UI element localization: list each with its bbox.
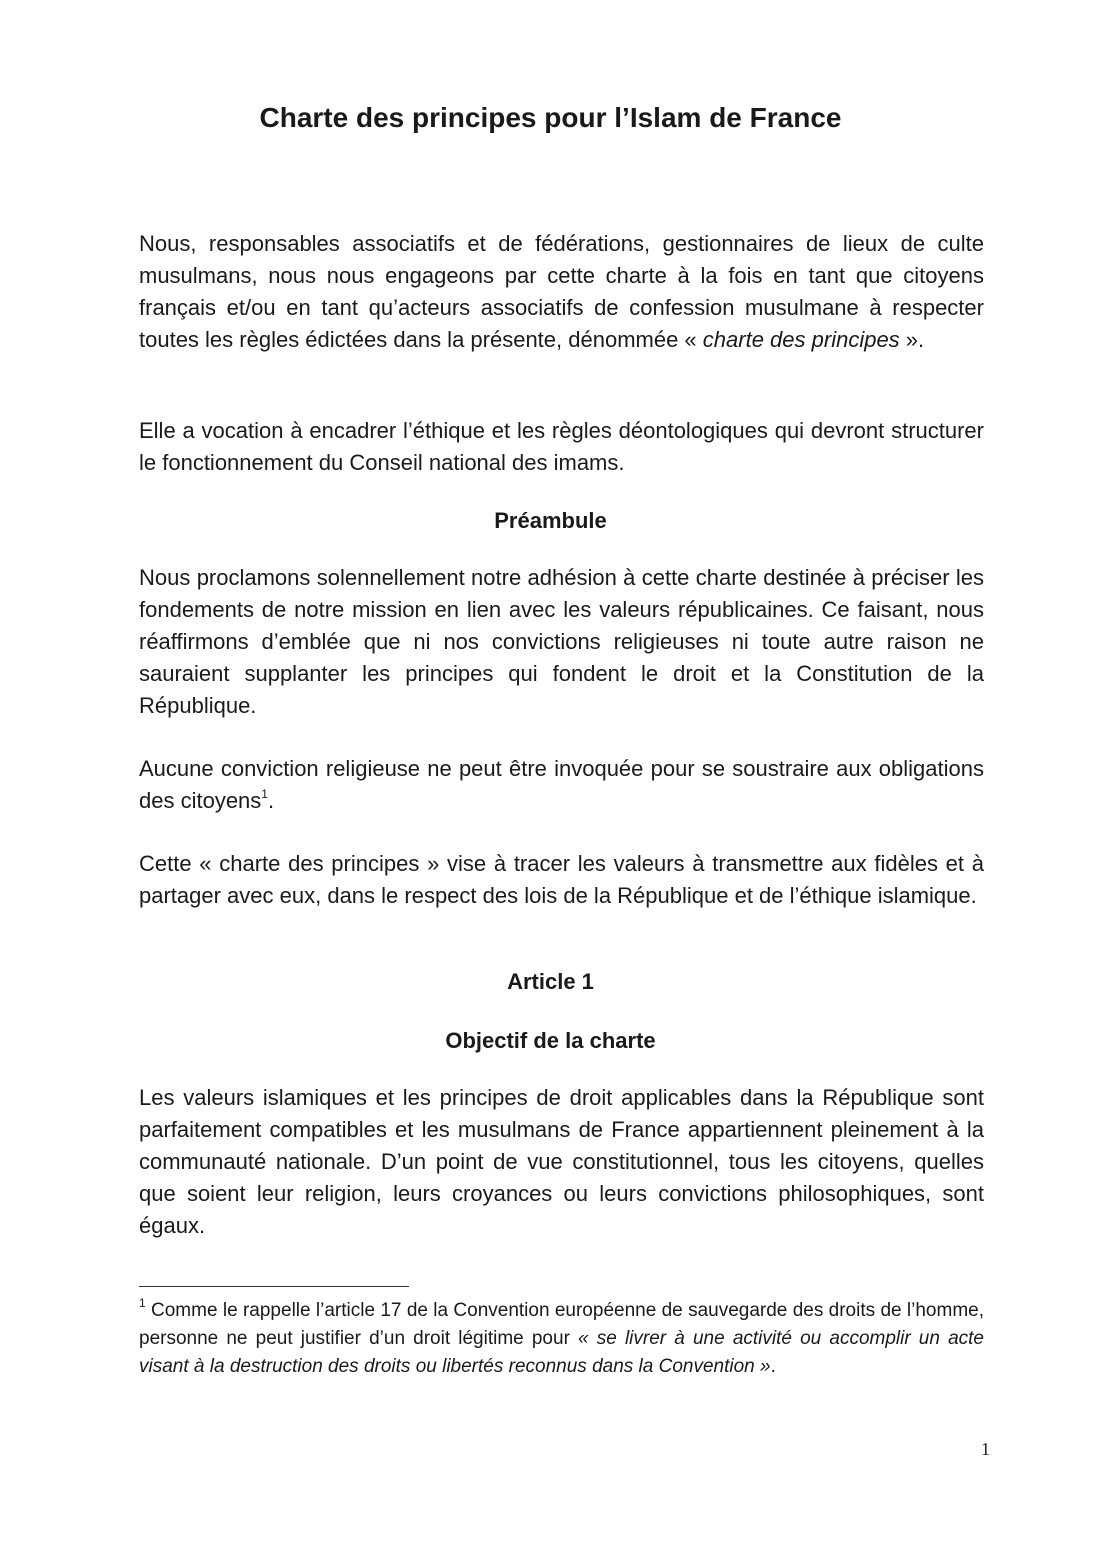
article-1-paragraph-1: Les valeurs islamiques et les principes de droit applicables dans la République sont parfaitement compatibles et les musulmans de France appartiennent pleinement à la communauté nationale. D’un point de vue constitutionnel, tous les citoyens, quelles que soient leur religion, leurs croyances ou leurs convictions philosophiques, sont égaux. — [139, 1085, 984, 1238]
document-title: Charte des principes pour l’Islam de France — [259, 102, 842, 133]
intro-paragraph-1-end: ». — [899, 327, 925, 352]
article-1-subheading: Objectif de la charte — [445, 1028, 656, 1053]
footnote-1 — [139, 1297, 984, 1381]
article-1-heading: Article 1 — [507, 969, 594, 994]
preamble-paragraph-2-end: . — [267, 788, 275, 813]
footnote-text: Comme le rappelle l’article 17 de la Convention européenne de sauvegarde des droits de l’homme, personne ne peut justifier d’un droit légitime pour — [139, 1300, 984, 1349]
preamble-paragraph-3: Cette « charte des principes » vise à tracer les valeurs à transmettre aux fidèles et à partager avec eux, dans le respect des lois de la République et de l’éthique islamique. — [139, 851, 984, 908]
page-number: 1 — [981, 1439, 990, 1459]
footnote-quote: « se livrer à une activité ou accomplir un acte visant à la destruction des droits ou libertés reconnus dans la Convention » — [139, 1328, 984, 1377]
footnote-end: . — [770, 1356, 776, 1377]
intro-paragraph-1-italic: charte des principes — [702, 327, 900, 352]
intro-paragraph-1 — [139, 228, 984, 356]
preamble-heading: Préambule — [494, 508, 607, 533]
intro-paragraph-2: Elle a vocation à encadrer l’éthique et les règles déontologiques qui devront structurer le fonctionnement du Conseil national des imams. — [139, 418, 984, 475]
preamble-paragraph-2 — [139, 753, 984, 817]
preamble-paragraph-2-text: Aucune conviction religieuse ne peut être invoquée pour se soustraire aux obligations des citoyens — [139, 756, 984, 813]
preamble-paragraph-1: Nous proclamons solennellement notre adhésion à cette charte destinée à préciser les fondements de notre mission en lien avec les valeurs républicaines. Ce faisant, nous réaffirmons d’emblée que ni nos convictions religieuses ni toute autre raison ne sauraient supplanter les principes qui fondent le droit et la Constitution de la République. — [139, 565, 984, 718]
intro-paragraph-1-text: Nous, responsables associatifs et de fédérations, gestionnaires de lieux de culte musulmans, nous nous engageons par cette charte à la fois en tant que citoyens français et/ou en tant qu’acteurs associatifs de confession musulmane à respecter toutes les règles édictées dans la présente, dénommée « — [139, 231, 984, 352]
footnote-reference[interactable]: 1 — [261, 786, 268, 801]
footnote-number: 1 — [139, 1295, 146, 1310]
footnote-separator — [139, 1286, 409, 1287]
